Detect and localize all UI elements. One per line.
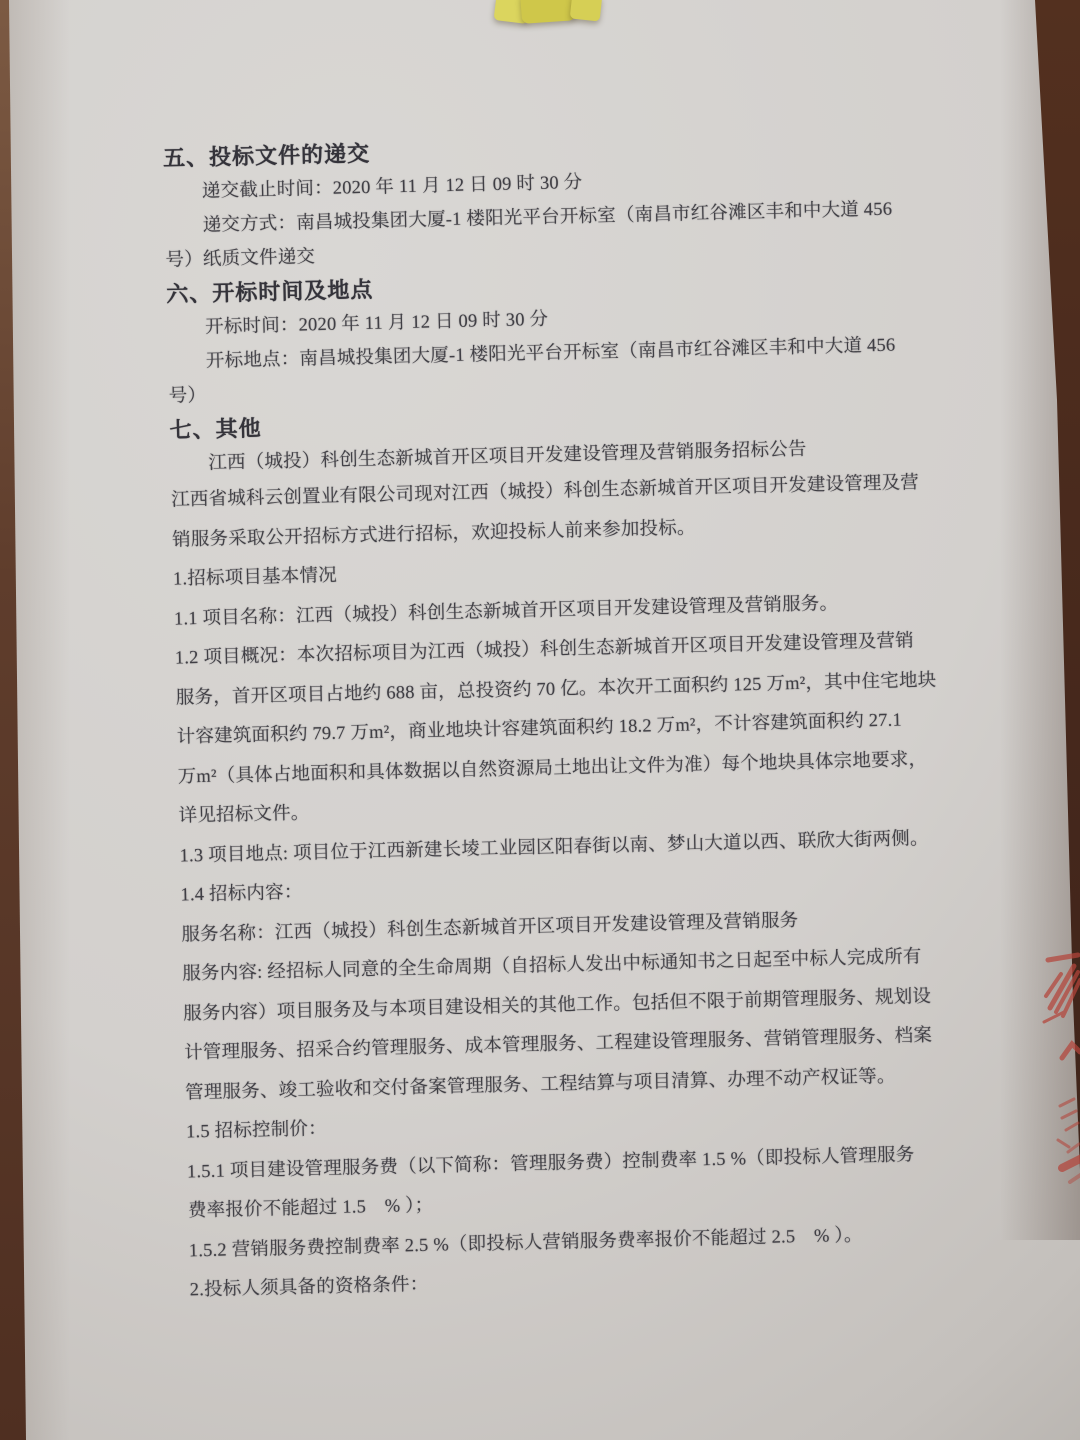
- document-line: 1.招标项目基本情况: [172, 565, 338, 590]
- document-line: 江西（城投）科创生态新城首开区项目开发建设管理及营销服务招标公告: [208, 439, 807, 474]
- document-line: 详见招标文件。: [178, 803, 310, 827]
- document-line: 号）: [168, 385, 207, 407]
- document-line: 1.5.1 项目建设管理服务费（以下简称：管理服务费）控制费率 1.5 %（即投标人管理服务: [186, 1144, 915, 1182]
- document-line: 服务内容）项目服务及与本项目建设相关的其他工作。包括但不限于前期管理服务、规划设: [183, 986, 932, 1024]
- document-line: 1.3 项目地点: 项目位于江西新建长堎工业园区阳春街以南、梦山大道以西、联欣大街两侧。: [179, 828, 929, 867]
- document-line: 服务，首开区项目占地约 688 亩，总投资约 70 亿。本次开工面积约 125 万m²，其中住宅地块: [175, 670, 937, 709]
- document-line: 递交截止时间：2020 年 11 月 12 日 09 时 30 分: [201, 172, 583, 202]
- document-line: 1.2 项目概况：本次招标项目为江西（城投）科创生态新城首开区项目开发建设管理及营销: [174, 631, 915, 669]
- document-line: 销服务采取公开招标方式进行招标，欢迎投标人前来参加投标。: [171, 517, 696, 551]
- sticky-tab: [520, 0, 576, 24]
- document-line: 号）纸质文件递交: [165, 247, 316, 271]
- document-line: 1.5.2 营销服务费控制费率 2.5 %（即投标人营销服务费率报价不能超过 2.5 % ）。: [188, 1225, 863, 1261]
- document-line: 管理服务、竣工验收和交付备案管理服务、工程结算与项目清算、办理不动产权证等。: [184, 1066, 896, 1103]
- document-line: 服务名称：江西（城投）科创生态新城首开区项目开发建设管理及营销服务: [181, 910, 799, 946]
- sticky-tabs: [495, 0, 615, 34]
- section-heading-6: 六、开标时间及地点: [166, 276, 374, 307]
- section-heading-5: 五、投标文件的递交: [162, 140, 371, 171]
- section-heading-7: 七、其他: [169, 415, 262, 443]
- document-line: 万m²（具体占地面积和具体数据以自然资源局土地出让文件为准）每个地块具体宗地要求，: [177, 749, 928, 788]
- document-line: 开标地点：南昌城投集团大厦-1 楼阳光平台开标室（南昌市红谷滩区丰和中大道 456: [205, 335, 896, 372]
- red-stamp: [1016, 930, 1080, 1230]
- sticky-tab: [570, 0, 603, 21]
- document-line: 开标时间：2020 年 11 月 12 日 09 时 30 分: [204, 309, 549, 338]
- document-line: 费率报价不能超过 1.5 % ）；: [187, 1195, 434, 1222]
- document-line: 2.投标人须具备的资格条件：: [189, 1274, 429, 1301]
- document-line: 计管理服务、招采合约管理服务、成本管理服务、工程建设管理服务、营销管理服务、档案: [183, 1025, 933, 1064]
- document-line: 1.4 招标内容：: [180, 882, 303, 906]
- document-line: 递交方式：南昌城投集团大厦-1 楼阳光平台开标室（南昌市红谷滩区丰和中大道 456: [202, 199, 893, 236]
- document-line: 计容建筑面积约 79.7 万m²，商业地块计容建筑面积约 18.2 万m²，不计容建筑面积约 27.1: [176, 710, 903, 748]
- document-line: 1.1 项目名称：江西（城投）科创生态新城首开区项目开发建设管理及营销服务。: [173, 593, 839, 630]
- document-line: 江西省城科云创置业有限公司现对江西（城投）科创生态新城首开区项目开发建设管理及营: [170, 473, 920, 511]
- document-line: 1.5 招标控制价：: [185, 1119, 328, 1143]
- document-line: 服务内容: 经招标人同意的全生命周期（自招标人发出中标通知书之日起至中标人完成所有: [182, 947, 922, 985]
